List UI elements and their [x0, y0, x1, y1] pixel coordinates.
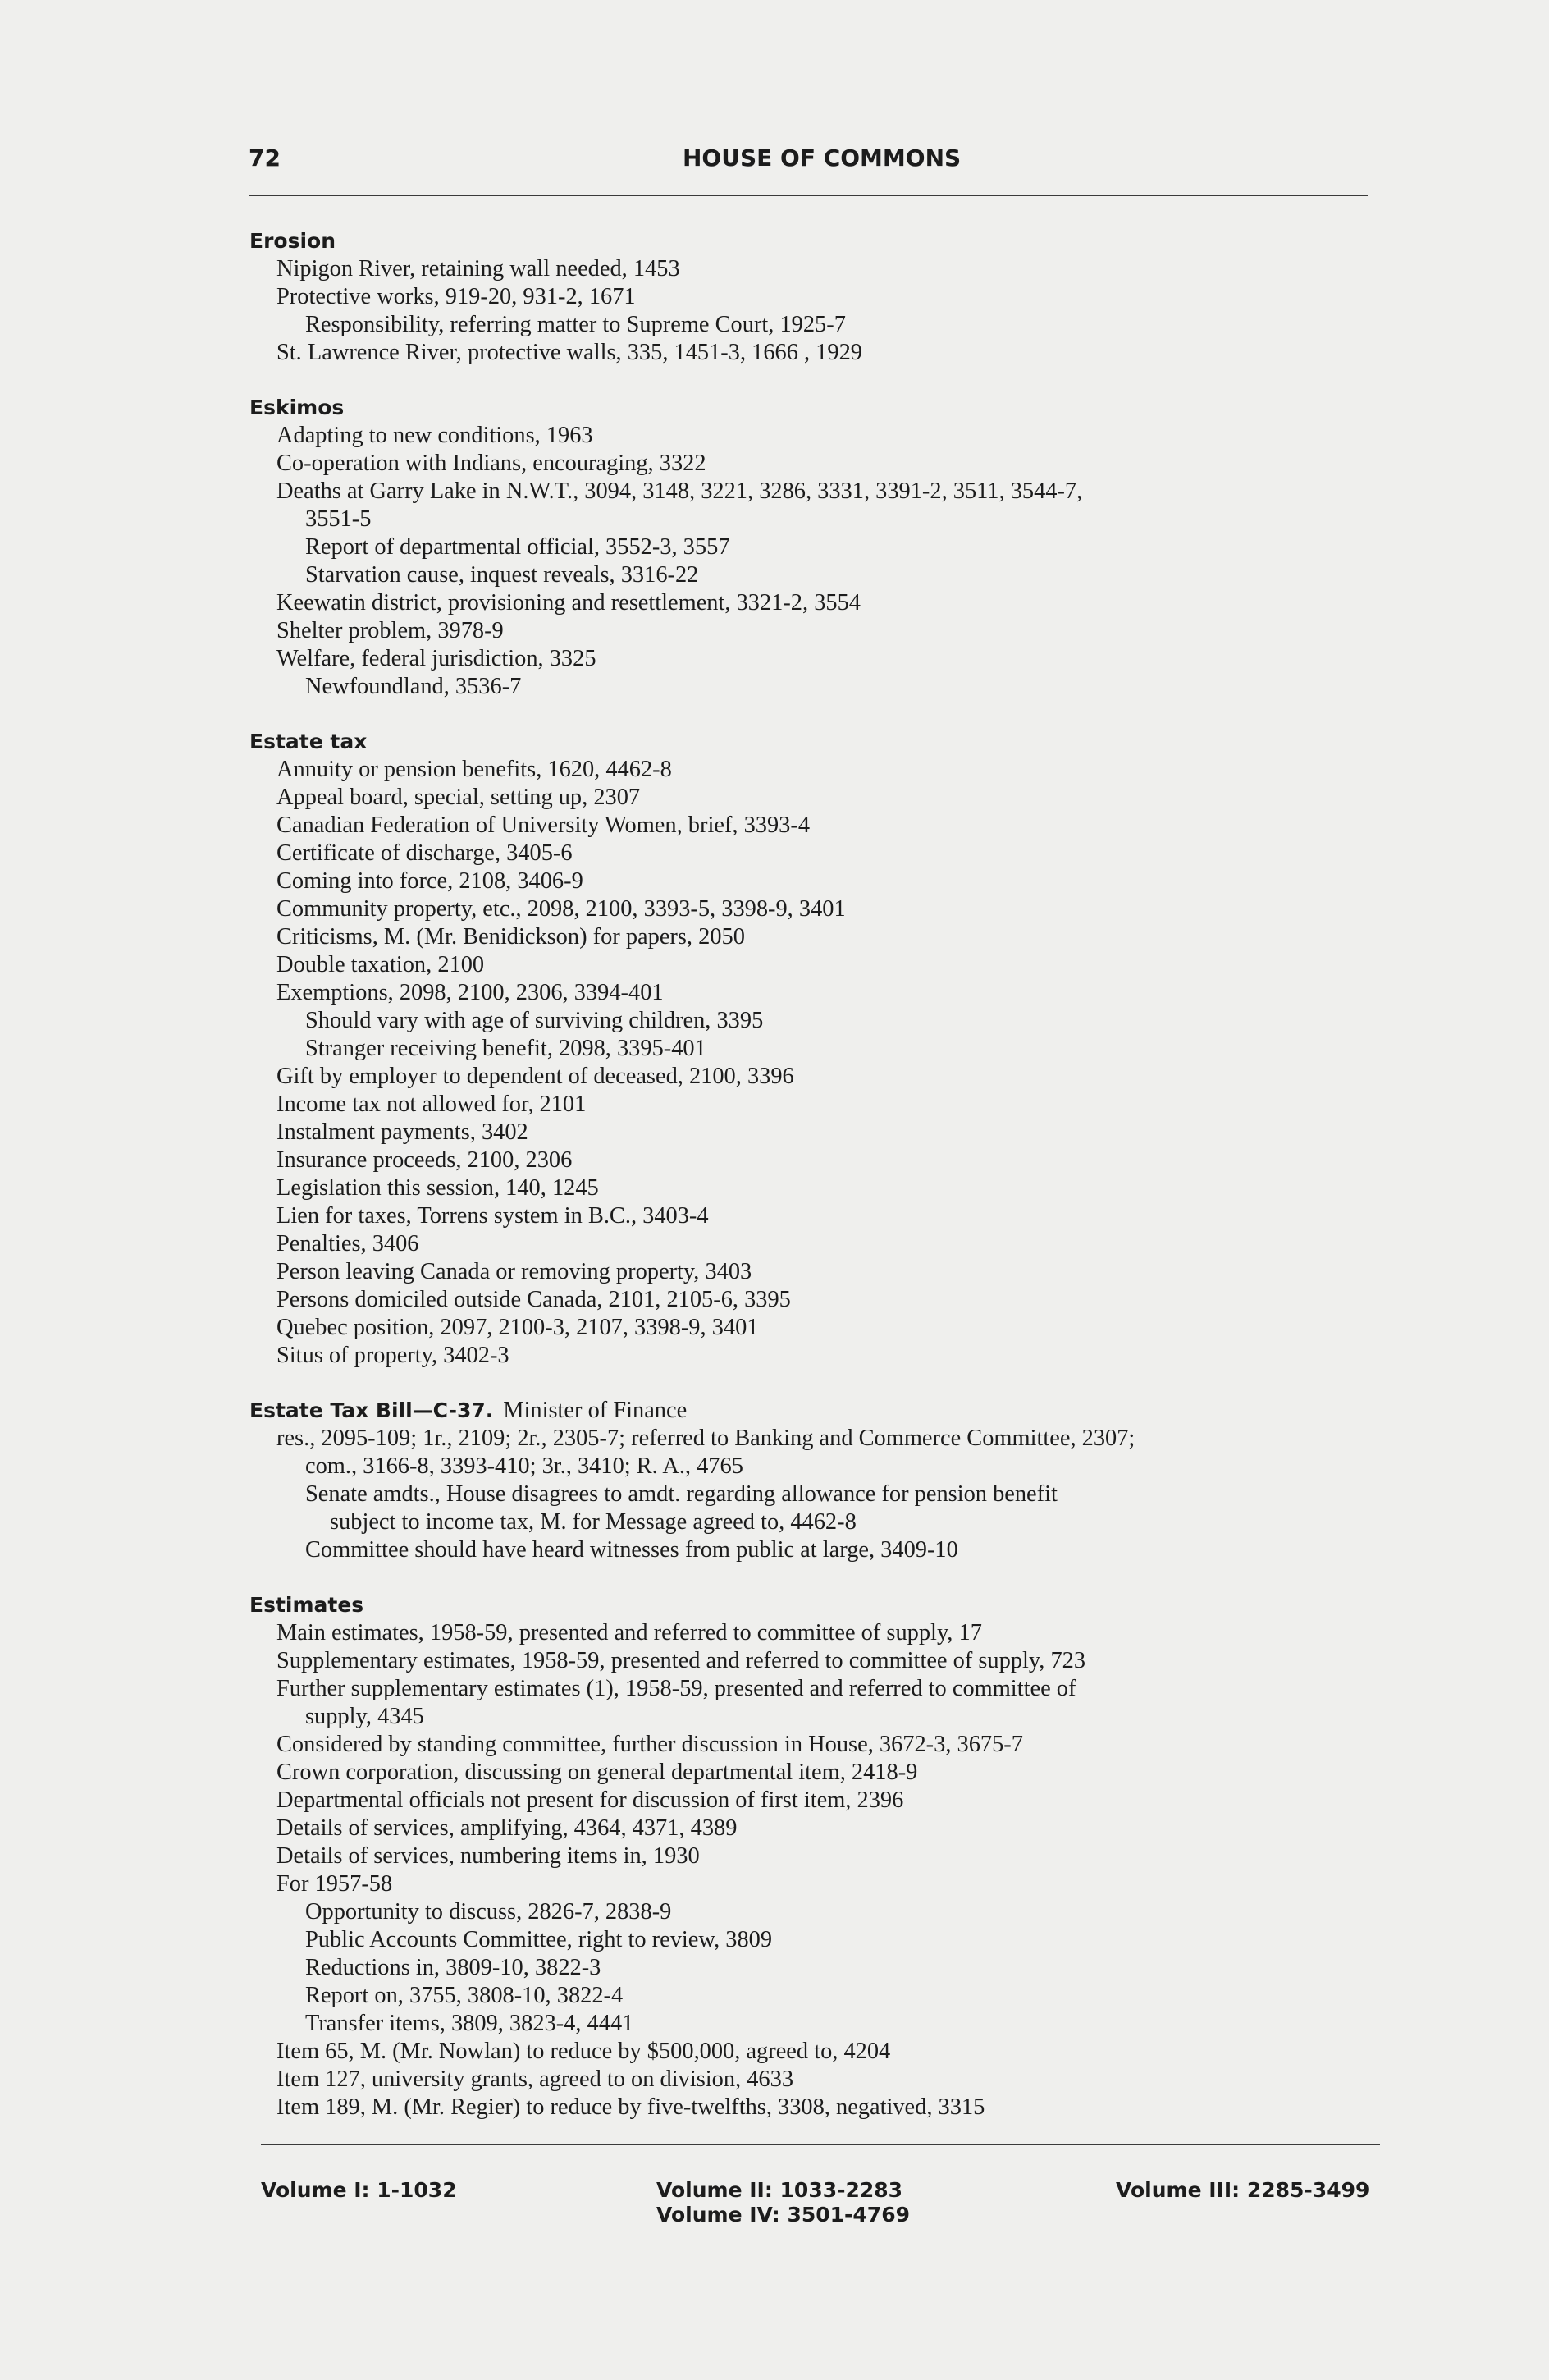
index-entry: Instalment payments, 3402: [276, 1119, 528, 1145]
index-entry: Should vary with age of surviving children, 3395: [305, 1008, 764, 1033]
index-entry: Annuity or pension benefits, 1620, 4462-8: [276, 757, 672, 782]
index-entry: Senate amdts., House disagrees to amdt. regarding allowance for pension benefit: [305, 1481, 1058, 1507]
index-entry: Details of services, amplifying, 4364, 4371, 4389: [276, 1815, 738, 1841]
section-heading: [249, 394, 1398, 422]
section-heading-text: Estate Tax Bill—C-37.: [249, 1398, 494, 1422]
index-entry: Criticisms, M. (Mr. Benidickson) for papers, 2050: [276, 924, 745, 950]
section-heading: [249, 728, 1398, 756]
index-entry: Appeal board, special, setting up, 2307: [276, 785, 641, 810]
index-entry: Item 189, M. (Mr. Regier) to reduce by five-twelfths, 3308, negatived, 3315: [276, 2094, 985, 2120]
section-heading-text: Eskimos: [249, 396, 345, 419]
footer-volume-1: Volume I: 1-1032: [261, 2178, 457, 2202]
index-entry: For 1957-58: [276, 1871, 393, 1897]
index-entry: Report of departmental official, 3552-3, 3557: [305, 534, 730, 560]
section-heading-text: Estimates: [249, 1593, 364, 1617]
index-entry: Shelter problem, 3978-9: [276, 618, 504, 643]
section-heading-note: Minister of Finance: [503, 1398, 688, 1423]
index-entry: Canadian Federation of University Women, brief, 3393-4: [276, 812, 811, 838]
index-entry: Person leaving Canada or removing property, 3403: [276, 1259, 752, 1284]
index-entry: Newfoundland, 3536-7: [305, 674, 522, 699]
index-entry: Transfer items, 3809, 3823-4, 4441: [305, 2011, 634, 2036]
index-section: [249, 1591, 1398, 2121]
index-entry: Exemptions, 2098, 2100, 2306, 3394-401: [276, 980, 664, 1005]
index-entry: Further supplementary estimates (1), 1958-59, presented and referred to committee of: [276, 1676, 1076, 1701]
index-entry: Stranger receiving benefit, 2098, 3395-401: [305, 1036, 706, 1061]
index-entry: Details of services, numbering items in, 1930: [276, 1843, 700, 1869]
index-entry: Crown corporation, discussing on general departmental item, 2418-9: [276, 1760, 918, 1785]
footer-volume-3: Volume III: 2285-3499: [1116, 2178, 1370, 2202]
page-number: 72: [249, 144, 281, 172]
index-entry: Report on, 3755, 3808-10, 3822-4: [305, 1983, 624, 2008]
index-entry: Reductions in, 3809-10, 3822-3: [305, 1955, 601, 1980]
index-entry: Supplementary estimates, 1958-59, presented and referred to committee of supply, 723: [276, 1648, 1086, 1673]
index-entry: Co-operation with Indians, encouraging, 3322: [276, 451, 706, 476]
index-entry: Lien for taxes, Torrens system in B.C., 3403-4: [276, 1203, 709, 1229]
index-entry: Welfare, federal jurisdiction, 3325: [276, 646, 596, 671]
footer-rule: [261, 2144, 1380, 2145]
index-entry: Coming into force, 2108, 3406-9: [276, 868, 583, 894]
index-content: [249, 227, 1398, 2149]
index-entry: Penalties, 3406: [276, 1231, 419, 1256]
index-entry: Starvation cause, inquest reveals, 3316-22: [305, 562, 699, 588]
index-entry: Double taxation, 2100: [276, 952, 485, 977]
index-entry: Adapting to new conditions, 1963: [276, 423, 593, 448]
index-entry: Item 65, M. (Mr. Nowlan) to reduce by $500,000, agreed to, 4204: [276, 2039, 891, 2064]
header-rule: [249, 195, 1368, 196]
page-title: HOUSE OF COMMONS: [683, 144, 962, 172]
index-section: [249, 1397, 1398, 1564]
section-heading: [249, 227, 1398, 255]
section-heading-text: Erosion: [249, 229, 336, 253]
index-entry: Deaths at Garry Lake in N.W.T., 3094, 3148, 3221, 3286, 3331, 3391-2, 3511, 3544-7,: [276, 478, 1083, 504]
index-entry: Situs of property, 3402-3: [276, 1343, 509, 1368]
index-entry: Quebec position, 2097, 2100-3, 2107, 3398-9, 3401: [276, 1315, 759, 1340]
index-entry: supply, 4345: [305, 1704, 424, 1729]
index-entry: Public Accounts Committee, right to review, 3809: [305, 1927, 773, 1952]
footer-volume-2-4: [656, 2178, 910, 2227]
index-entry: Gift by employer to dependent of deceased, 2100, 3396: [276, 1064, 794, 1089]
index-section: [249, 728, 1398, 1370]
page-header: [0, 144, 1549, 177]
index-entry: Community property, etc., 2098, 2100, 3393-5, 3398-9, 3401: [276, 896, 846, 922]
section-heading: [249, 1591, 1398, 1619]
index-entry: Departmental officials not present for discussion of first item, 2396: [276, 1787, 904, 1813]
index-entry: Keewatin district, provisioning and resettlement, 3321-2, 3554: [276, 590, 861, 616]
index-entry: Insurance proceeds, 2100, 2306: [276, 1147, 573, 1173]
index-entry: Certificate of discharge, 3405-6: [276, 840, 573, 866]
index-entry: 3551-5: [305, 506, 372, 532]
section-heading: [249, 1397, 1398, 1425]
index-entry: Persons domiciled outside Canada, 2101, 2105-6, 3395: [276, 1287, 791, 1312]
index-entry: Main estimates, 1958-59, presented and referred to committee of supply, 17: [276, 1620, 982, 1645]
index-entry: Protective works, 919-20, 931-2, 1671: [276, 284, 636, 309]
index-entry: Opportunity to discuss, 2826-7, 2838-9: [305, 1899, 672, 1925]
index-entry: com., 3166-8, 3393-410; 3r., 3410; R. A., 4765: [305, 1453, 743, 1479]
index-entry: Legislation this session, 140, 1245: [276, 1175, 599, 1201]
index-entry: St. Lawrence River, protective walls, 335, 1451-3, 1666 , 1929: [276, 340, 862, 365]
index-section: [249, 227, 1398, 367]
footer-volume-4: Volume IV: 3501-4769: [656, 2203, 910, 2227]
footer-volume-2: Volume II: 1033-2283: [656, 2178, 903, 2202]
index-entry: Income tax not allowed for, 2101: [276, 1092, 587, 1117]
index-section: [249, 394, 1398, 701]
index-entry: Nipigon River, retaining wall needed, 1453: [276, 256, 680, 281]
index-entry: Considered by standing committee, further discussion in House, 3672-3, 3675-7: [276, 1732, 1023, 1757]
section-heading-text: Estate tax: [249, 730, 368, 753]
index-entry: Committee should have heard witnesses from public at large, 3409-10: [305, 1537, 958, 1563]
index-entry: subject to income tax, M. for Message agreed to, 4462-8: [330, 1509, 857, 1535]
index-entry: Item 127, university grants, agreed to on division, 4633: [276, 2066, 794, 2092]
index-entry: res., 2095-109; 1r., 2109; 2r., 2305-7; referred to Banking and Commerce Committee, 2307;: [276, 1426, 1135, 1451]
index-entry: Responsibility, referring matter to Supreme Court, 1925-7: [305, 312, 846, 337]
